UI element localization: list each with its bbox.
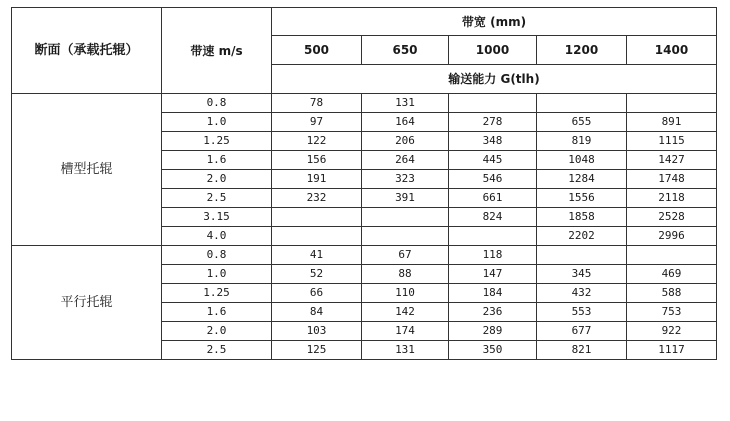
capacity-cell: 122 [272, 132, 362, 151]
table-row [12, 246, 717, 265]
table-row [12, 94, 717, 113]
capacity-cell [537, 94, 627, 113]
capacity-cell: 174 [362, 322, 449, 341]
capacity-cell: 236 [449, 303, 537, 322]
capacity-cell: 278 [449, 113, 537, 132]
capacity-cell: 125 [272, 341, 362, 360]
capacity-cell: 323 [362, 170, 449, 189]
capacity-cell: 41 [272, 246, 362, 265]
capacity-cell: 164 [362, 113, 449, 132]
capacity-cell: 232 [272, 189, 362, 208]
width-header: 1000 [449, 36, 537, 65]
capacity-cell: 553 [537, 303, 627, 322]
capacity-cell: 345 [537, 265, 627, 284]
capacity-cell: 184 [449, 284, 537, 303]
capacity-cell: 661 [449, 189, 537, 208]
speed-cell: 2.0 [162, 322, 272, 341]
roller-type-cell: 平行托辊 [12, 246, 162, 360]
speed-cell: 0.8 [162, 246, 272, 265]
capacity-cell: 655 [537, 113, 627, 132]
speed-cell: 1.25 [162, 132, 272, 151]
capacity-cell: 753 [627, 303, 717, 322]
capacity-cell: 445 [449, 151, 537, 170]
capacity-cell: 350 [449, 341, 537, 360]
roller-type-cell: 槽型托辊 [12, 94, 162, 246]
speed-cell: 1.6 [162, 151, 272, 170]
capacity-cell [627, 246, 717, 265]
capacity-cell: 1556 [537, 189, 627, 208]
capacity-cell: 1858 [537, 208, 627, 227]
capacity-cell: 1284 [537, 170, 627, 189]
capacity-cell: 66 [272, 284, 362, 303]
capacity-cell: 191 [272, 170, 362, 189]
capacity-cell: 78 [272, 94, 362, 113]
capacity-cell: 1048 [537, 151, 627, 170]
speed-cell: 4.0 [162, 227, 272, 246]
capacity-cell: 588 [627, 284, 717, 303]
capacity-cell: 1748 [627, 170, 717, 189]
width-header: 500 [272, 36, 362, 65]
width-header: 650 [362, 36, 449, 65]
capacity-cell [272, 208, 362, 227]
speed-cell: 2.0 [162, 170, 272, 189]
capacity-cell: 2118 [627, 189, 717, 208]
capacity-cell: 677 [537, 322, 627, 341]
width-header: 1200 [537, 36, 627, 65]
capacity-cell: 131 [362, 94, 449, 113]
capacity-cell: 819 [537, 132, 627, 151]
capacity-cell: 103 [272, 322, 362, 341]
capacity-cell: 84 [272, 303, 362, 322]
capacity-cell: 110 [362, 284, 449, 303]
capacity-cell: 97 [272, 113, 362, 132]
speed-header: 带速 m/s [162, 8, 272, 94]
capacity-cell: 1427 [627, 151, 717, 170]
capacity-header: 输送能力 G(tlh) [272, 65, 717, 94]
speed-cell: 1.0 [162, 265, 272, 284]
capacity-table-container [11, 7, 717, 360]
capacity-cell [362, 208, 449, 227]
capacity-cell: 824 [449, 208, 537, 227]
conveyor-capacity-table [11, 7, 717, 360]
capacity-cell: 67 [362, 246, 449, 265]
capacity-cell: 118 [449, 246, 537, 265]
capacity-cell: 52 [272, 265, 362, 284]
width-header: 1400 [627, 36, 717, 65]
speed-cell: 3.15 [162, 208, 272, 227]
capacity-cell: 546 [449, 170, 537, 189]
capacity-cell: 206 [362, 132, 449, 151]
capacity-cell: 2996 [627, 227, 717, 246]
capacity-cell: 469 [627, 265, 717, 284]
capacity-cell: 88 [362, 265, 449, 284]
speed-cell: 0.8 [162, 94, 272, 113]
belt-width-header: 带宽 (mm) [272, 8, 717, 36]
capacity-cell: 922 [627, 322, 717, 341]
speed-cell: 2.5 [162, 341, 272, 360]
speed-cell: 2.5 [162, 189, 272, 208]
capacity-cell: 432 [537, 284, 627, 303]
capacity-cell: 289 [449, 322, 537, 341]
capacity-cell: 147 [449, 265, 537, 284]
capacity-cell [449, 227, 537, 246]
capacity-cell: 2202 [537, 227, 627, 246]
capacity-cell [362, 227, 449, 246]
capacity-cell: 821 [537, 341, 627, 360]
capacity-cell: 348 [449, 132, 537, 151]
capacity-cell [449, 94, 537, 113]
capacity-cell: 131 [362, 341, 449, 360]
speed-cell: 1.6 [162, 303, 272, 322]
capacity-cell: 1115 [627, 132, 717, 151]
speed-cell: 1.0 [162, 113, 272, 132]
capacity-cell: 891 [627, 113, 717, 132]
capacity-cell: 156 [272, 151, 362, 170]
capacity-cell: 142 [362, 303, 449, 322]
capacity-cell [272, 227, 362, 246]
capacity-cell: 1117 [627, 341, 717, 360]
capacity-cell [627, 94, 717, 113]
section-header: 断面（承载托辊） [12, 8, 162, 94]
capacity-cell [537, 246, 627, 265]
capacity-cell: 391 [362, 189, 449, 208]
capacity-cell: 2528 [627, 208, 717, 227]
speed-cell: 1.25 [162, 284, 272, 303]
capacity-cell: 264 [362, 151, 449, 170]
